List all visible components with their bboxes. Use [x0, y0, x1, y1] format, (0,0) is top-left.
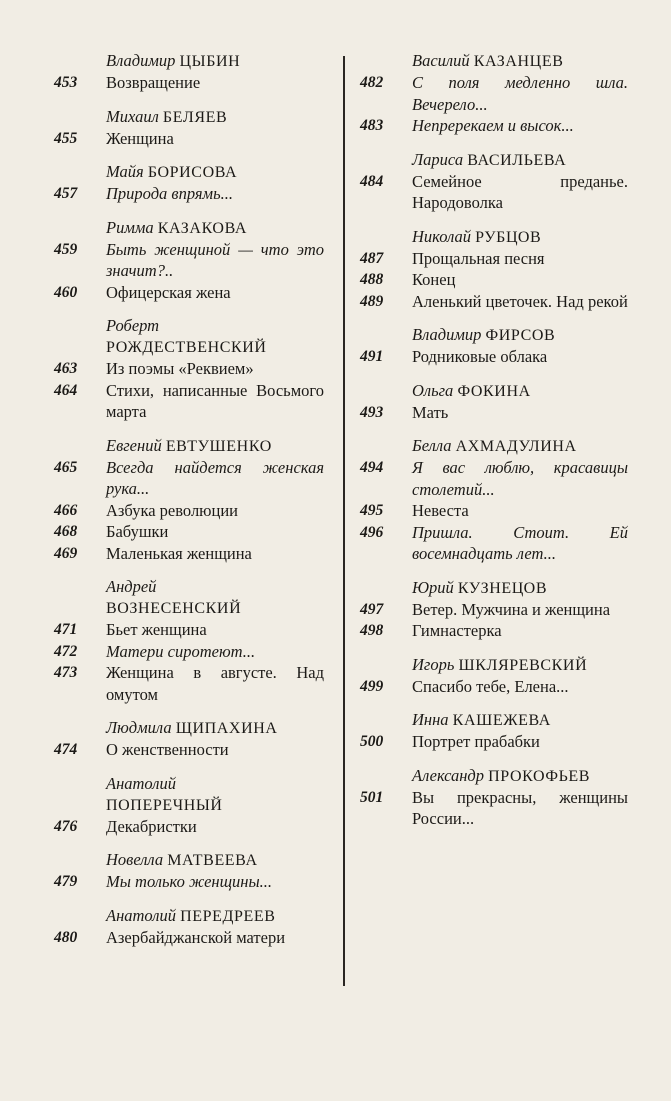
poem-title: Мы только женщины...: [106, 872, 273, 891]
poem-title: Природа впрямь...: [106, 184, 233, 203]
author-first-name: Инна: [412, 710, 449, 729]
author-first-name: Анатолий: [106, 773, 176, 793]
author-surname: КУЗНЕЦОВ: [457, 579, 548, 597]
right-column: [360, 50, 628, 842]
author-surname: ШКЛЯРЕВСКИЙ: [458, 656, 588, 674]
toc-entry: [54, 183, 324, 205]
author-surname: ПОПЕРЕЧНЫЙ: [106, 796, 223, 814]
author-surname: КАЗАНЦЕВ: [473, 53, 564, 70]
author-surname: КАШЕЖЕВА: [452, 712, 551, 729]
page-number: 464: [54, 381, 78, 399]
author-first-name: Андрей: [106, 577, 157, 596]
toc-entry: [54, 72, 324, 94]
author-first-name: Роберт: [106, 316, 160, 335]
author-first-name: Ольга: [412, 380, 454, 400]
page-number: 479: [54, 873, 78, 890]
page-number: 500: [360, 733, 384, 750]
author-name: [106, 161, 324, 183]
spacer: [54, 205, 324, 217]
author-first-name: Александр: [412, 765, 485, 785]
toc-entry: [54, 128, 324, 150]
author-first-name: Новелла: [106, 850, 164, 869]
author-name: [106, 315, 324, 358]
spacer: [360, 423, 628, 435]
toc-entry: [360, 291, 628, 313]
toc-entry: [360, 171, 628, 214]
author-block: [360, 50, 628, 137]
author-first-name: Игорь: [412, 654, 455, 674]
toc-entry: [54, 619, 324, 641]
author-first-name: Николай: [412, 226, 471, 246]
page-number: 463: [54, 360, 78, 377]
page-number: 469: [54, 544, 78, 562]
poem-title: Гимнастерка: [412, 621, 502, 640]
author-name: [412, 226, 628, 248]
toc-entry: [360, 72, 628, 115]
author-first-name: Евгений: [106, 435, 162, 455]
spacer: [54, 564, 324, 576]
author-first-name: Белла: [412, 436, 452, 455]
column-divider: [343, 56, 345, 986]
spacer: [54, 893, 324, 905]
author-block: [54, 435, 324, 565]
page-number: 465: [54, 458, 78, 476]
poem-title: Офицерская жена: [106, 282, 231, 302]
author-block: [360, 654, 628, 698]
author-block: [54, 717, 324, 761]
poem-title: Конец: [412, 270, 456, 289]
spacer: [360, 830, 628, 842]
toc-entry: [360, 500, 628, 522]
poem-title: Непререкаем и высок...: [412, 116, 574, 135]
toc-entry: [54, 871, 324, 893]
author-name: [412, 435, 628, 457]
page-number: 499: [360, 677, 384, 695]
spacer: [360, 214, 628, 226]
page-number: 474: [54, 741, 78, 758]
spacer: [360, 697, 628, 709]
toc-entry: [360, 522, 628, 565]
page-number: 498: [360, 622, 384, 639]
page-number: 466: [54, 501, 78, 519]
toc-entry: [54, 816, 324, 838]
author-surname: ПЕРЕДРЕЕВ: [180, 907, 276, 925]
author-first-name: Владимир: [412, 325, 482, 344]
page-number: 460: [54, 283, 78, 301]
author-name: [106, 50, 324, 72]
poem-title: Женщина в августе. Над омутом: [106, 663, 324, 704]
author-surname: ЕВТУШЕНКО: [165, 437, 272, 455]
poem-title: Мать: [412, 402, 449, 422]
author-first-name: Василий: [412, 51, 470, 70]
author-first-name: Владимир: [106, 51, 176, 70]
poem-title: Декабристки: [106, 816, 197, 836]
author-first-name: Людмила: [106, 718, 172, 737]
author-name: [412, 654, 628, 676]
author-surname: ФИРСОВ: [485, 327, 556, 344]
author-name: [412, 50, 628, 72]
spacer: [54, 948, 324, 960]
toc-entry: [360, 248, 628, 270]
poem-title: Я вас люблю, красавицы столетий...: [412, 458, 628, 499]
author-block: [360, 435, 628, 565]
author-name: [106, 576, 324, 619]
page-number: 496: [360, 523, 384, 541]
page-number: 501: [360, 788, 384, 806]
author-block: [360, 765, 628, 830]
toc-entry: [54, 662, 324, 705]
poem-title: Матери сиротеют...: [106, 641, 256, 661]
left-column: [54, 50, 324, 960]
spacer: [360, 368, 628, 380]
page-number: 453: [54, 74, 78, 91]
author-block: [360, 324, 628, 368]
toc-entry: [54, 739, 324, 761]
author-block: [54, 217, 324, 304]
page-number: 494: [360, 459, 384, 476]
author-surname: АХМАДУЛИНА: [455, 438, 577, 455]
spacer: [360, 642, 628, 654]
poem-title: Невеста: [412, 501, 469, 520]
poem-title: Пришла. Стоит. Ей восемнадцать лет...: [412, 522, 628, 563]
author-surname: ВАСИЛЬЕВА: [467, 151, 567, 169]
spacer: [54, 761, 324, 773]
page-number: 476: [54, 817, 78, 835]
page-number: 482: [360, 74, 384, 91]
poem-title: Всегда найдется женская рука...: [106, 457, 324, 498]
author-block: [54, 773, 324, 838]
toc-entry: [360, 731, 628, 753]
poem-title: Семейное преданье. Народоволка: [412, 171, 628, 212]
author-block: [54, 315, 324, 423]
page-number: 493: [360, 403, 384, 421]
page-number: 489: [360, 292, 384, 310]
author-first-name: Майя: [106, 162, 144, 181]
author-block: [360, 577, 628, 642]
author-block: [360, 380, 628, 424]
author-name: [106, 773, 324, 816]
author-block: [54, 106, 324, 150]
poem-title: Стихи, написанные Восьмого марта: [106, 380, 324, 421]
poem-title: Аленький цветочек. Над рекой: [412, 291, 628, 311]
poem-title: Быть женщиной — что это значит?..: [106, 239, 324, 280]
author-name: [106, 217, 324, 239]
author-block: [54, 905, 324, 949]
author-block: [360, 709, 628, 753]
author-first-name: Римма: [106, 217, 154, 237]
author-surname: КАЗАКОВА: [157, 219, 248, 237]
page-number: 473: [54, 664, 78, 681]
toc-entry: [360, 599, 628, 621]
poem-title: С поля медленно шла. Вечерело...: [412, 73, 628, 114]
spacer: [54, 705, 324, 717]
page-number: 484: [360, 172, 384, 190]
poem-title: Из поэмы «Реквием»: [106, 359, 254, 378]
author-block: [54, 576, 324, 705]
poem-title: Спасибо тебе, Елена...: [412, 676, 569, 696]
spacer: [360, 565, 628, 577]
toc-entry: [54, 543, 324, 565]
author-name: [412, 149, 628, 171]
page-number: 457: [54, 185, 78, 202]
author-block: [54, 50, 324, 94]
author-name: [412, 380, 628, 402]
author-block: [360, 226, 628, 313]
toc-entry: [54, 927, 324, 949]
spacer: [360, 753, 628, 765]
toc-entry: [54, 457, 324, 500]
poem-title: Родниковые облака: [412, 347, 548, 366]
toc-entry: [54, 358, 324, 380]
page-number: 497: [360, 600, 384, 618]
spacer: [54, 303, 324, 315]
toc-entry: [360, 269, 628, 291]
toc-entry: [54, 380, 324, 423]
author-name: [412, 577, 628, 599]
author-surname: ЩИПАХИНА: [175, 720, 278, 737]
author-name: [106, 717, 324, 739]
toc-entry: [54, 239, 324, 282]
poem-title: Портрет прабабки: [412, 732, 540, 751]
poem-title: О женственности: [106, 740, 229, 759]
author-surname: МАТВЕЕВА: [167, 852, 258, 869]
poem-title: Женщина: [106, 128, 174, 148]
poem-title: Вы прекрасны, женщины России...: [412, 787, 628, 828]
author-block: [54, 161, 324, 205]
spacer: [54, 423, 324, 435]
author-surname: РУБЦОВ: [475, 228, 542, 246]
page-number: 495: [360, 502, 384, 519]
page-number: 480: [54, 928, 78, 946]
author-block: [54, 849, 324, 893]
page-number: 468: [54, 523, 78, 540]
poem-title: Бабушки: [106, 522, 169, 541]
author-name: [412, 324, 628, 346]
toc-entry: [54, 641, 324, 663]
toc-entry: [360, 346, 628, 368]
author-name: [106, 849, 324, 871]
page-number: 472: [54, 642, 78, 660]
toc-entry: [54, 521, 324, 543]
author-name: [412, 765, 628, 787]
toc-entry: [54, 282, 324, 304]
author-surname: ФОКИНА: [457, 382, 531, 400]
author-first-name: Лариса: [412, 149, 464, 169]
poem-title: Азербайджанской матери: [106, 927, 286, 947]
poem-title: Маленькая женщина: [106, 543, 252, 563]
author-name: [412, 709, 628, 731]
page-number: 488: [360, 271, 384, 288]
author-first-name: Анатолий: [106, 905, 176, 925]
toc-entry: [360, 676, 628, 698]
author-name: [106, 106, 324, 128]
poem-title: Ветер. Мужчина и женщина: [412, 599, 611, 619]
poem-title: Возвращение: [106, 73, 201, 92]
toc-entry: [54, 500, 324, 522]
spacer: [54, 837, 324, 849]
author-surname: ПРОКОФЬЕВ: [488, 767, 591, 785]
spacer: [360, 137, 628, 149]
author-surname: ЦЫБИН: [179, 53, 241, 70]
author-surname: БЕЛЯЕВ: [162, 108, 228, 126]
spacer: [54, 94, 324, 106]
author-block: [360, 149, 628, 214]
author-surname: ВОЗНЕСЕНСКИЙ: [106, 600, 242, 617]
poem-title: Прощальная песня: [412, 248, 545, 268]
page-number: 455: [54, 129, 78, 147]
author-surname: БОРИСОВА: [147, 164, 238, 181]
page-number: 471: [54, 621, 78, 638]
spacer: [360, 312, 628, 324]
author-first-name: Михаил: [106, 106, 159, 126]
page-number: 459: [54, 240, 78, 258]
poem-title: Азбука революции: [106, 500, 238, 520]
spacer: [54, 149, 324, 161]
toc-entry: [360, 787, 628, 830]
page-number: 487: [360, 249, 384, 267]
toc-entry: [360, 402, 628, 424]
toc-entry: [360, 457, 628, 500]
page-number: 491: [360, 348, 384, 365]
author-name: [106, 435, 324, 457]
author-surname: РОЖДЕСТВЕНСКИЙ: [106, 339, 267, 356]
toc-entry: [360, 115, 628, 137]
toc-entry: [360, 620, 628, 642]
poem-title: Бьет женщина: [106, 620, 207, 639]
author-first-name: Юрий: [412, 577, 454, 597]
page-number: 483: [360, 117, 384, 134]
author-name: [106, 905, 324, 927]
